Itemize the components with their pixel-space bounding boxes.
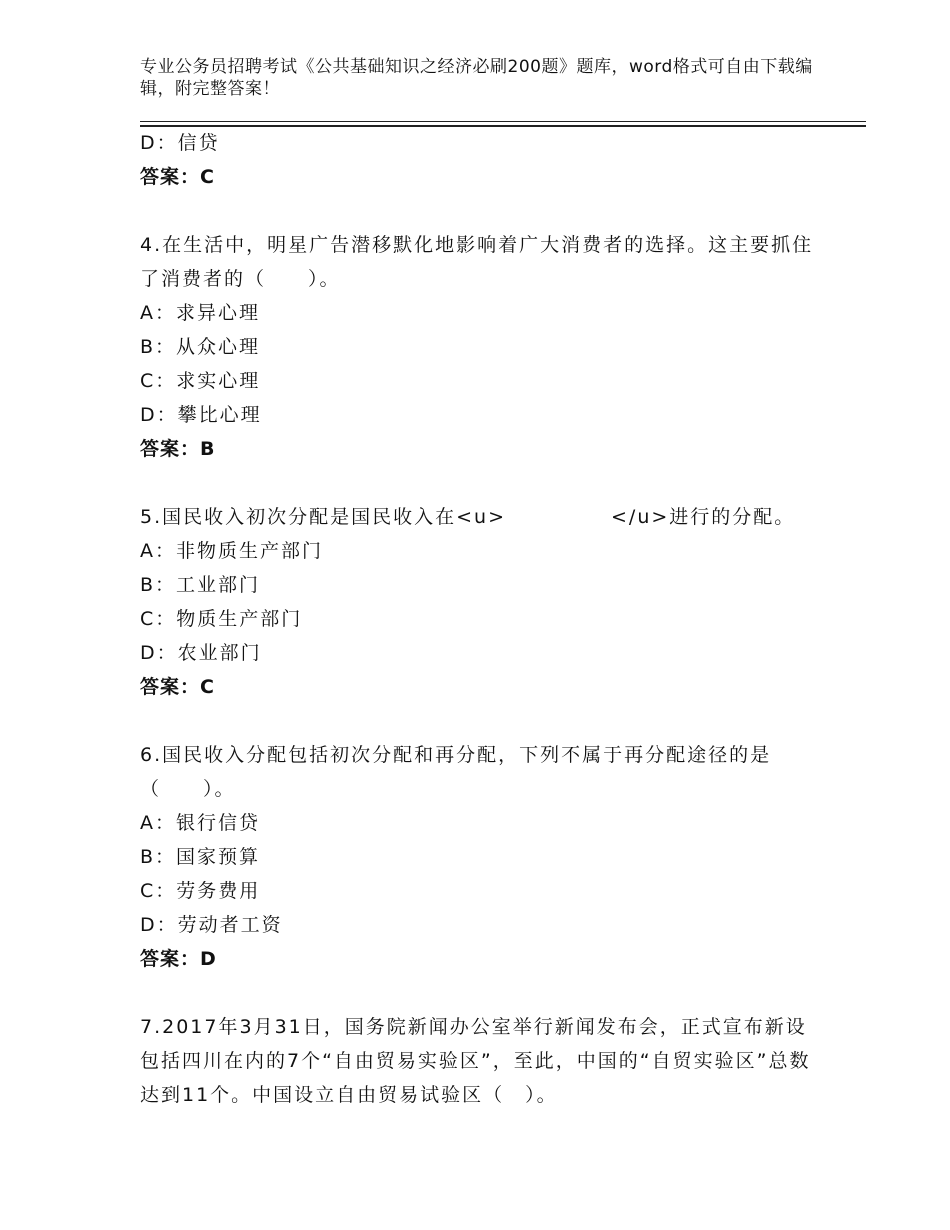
spacer — [140, 466, 820, 500]
q3-option-d: D：信贷 — [140, 132, 220, 154]
q5-stem: 5.国民收入初次分配是国民收入在<u> </u>进行的分配。 — [140, 506, 796, 528]
spacer — [140, 194, 820, 228]
q3-answer: 答案：C — [140, 166, 215, 188]
q5-option-b: B：工业部门 — [140, 574, 261, 596]
q6-option-b: B：国家预算 — [140, 846, 261, 868]
q5-option-a: A：非物质生产部门 — [140, 540, 323, 562]
q7-stem: 7.2017年3月31日，国务院新闻办公室举行新闻发布会，正式宣布新设包括四川在内的7个“自由贸易实验区”，至此，中国的“自贸实验区”总数达到11个。中国设立自由贸易试验区（ ）。 — [140, 1016, 811, 1106]
q6-answer: 答案：D — [140, 948, 217, 970]
q6-stem: 6.国民收入分配包括初次分配和再分配，下列不属于再分配途径的是（ ）。 — [140, 744, 772, 800]
q5-option-c: C：物质生产部门 — [140, 608, 303, 630]
q4-option-d: D：攀比心理 — [140, 404, 262, 426]
q6-option-d: D：劳动者工资 — [140, 914, 283, 936]
question-content — [140, 126, 820, 1112]
q5-answer: 答案：C — [140, 676, 215, 698]
spacer — [140, 976, 820, 1010]
q4-option-b: B：从众心理 — [140, 336, 261, 358]
q5-option-d: D：农业部门 — [140, 642, 262, 664]
q6-option-a: A：银行信贷 — [140, 812, 260, 834]
header-rule-thin — [140, 121, 866, 122]
q4-answer: 答案：B — [140, 438, 216, 460]
q4-option-a: A：求异心理 — [140, 302, 260, 324]
spacer — [140, 704, 820, 738]
q4-stem: 4.在生活中，明星广告潜移默化地影响着广大消费者的选择。这主要抓住了消费者的（ ）。 — [140, 234, 814, 290]
document-header: 专业公务员招聘考试《公共基础知识之经济必刷200题》题库，word格式可自由下载编辑，附完整答案！ — [140, 57, 813, 99]
q6-option-c: C：劳务费用 — [140, 880, 261, 902]
q4-option-c: C：求实心理 — [140, 370, 261, 392]
